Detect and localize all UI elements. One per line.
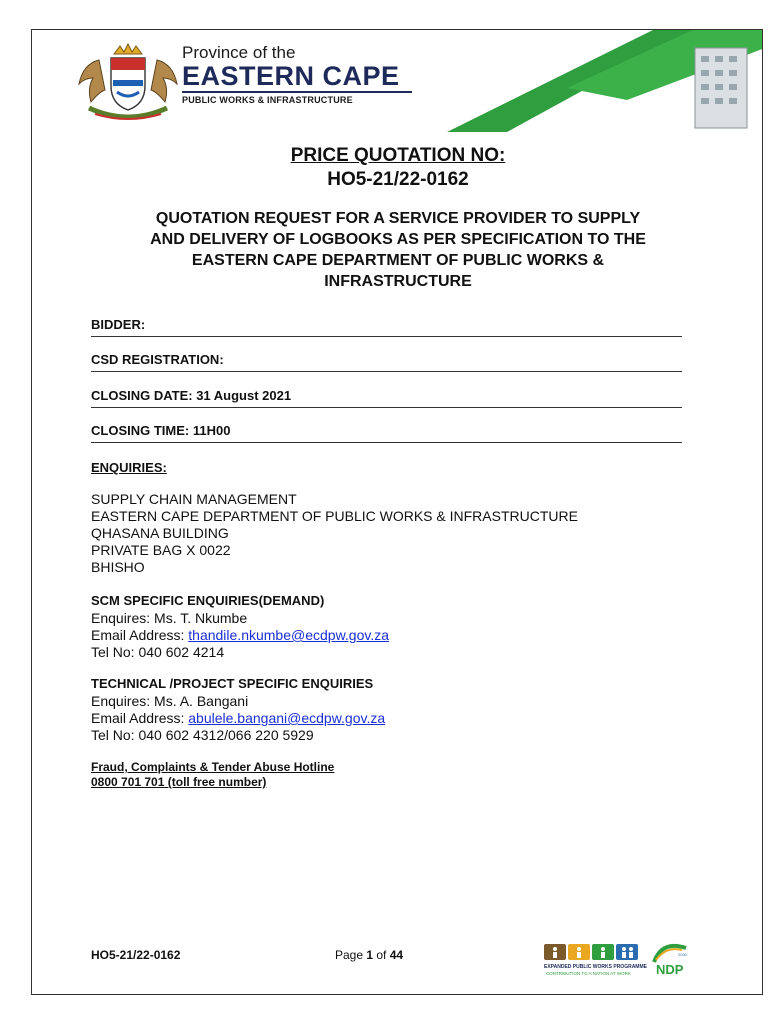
- scm-enquires: Enquires: Ms. T. Nkumbe: [91, 610, 248, 626]
- address-line: EASTERN CAPE DEPARTMENT OF PUBLIC WORKS & INFRASTRUCTURE: [91, 508, 578, 524]
- enquiries-address: [91, 491, 578, 576]
- hotline-number: 0800 701 701 (toll free number): [91, 775, 267, 789]
- request-line: INFRASTRUCTURE: [324, 273, 472, 290]
- fraud-hotline: [91, 760, 334, 790]
- page-total: 44: [389, 948, 404, 962]
- header-green-swoosh-graphic: [447, 29, 763, 132]
- technical-email-link[interactable]: abulele.bangani@ecdpw.gov.za: [188, 710, 386, 726]
- csd-registration-field: CSD REGISTRATION:: [91, 352, 682, 372]
- ndp-year: 2030: [678, 952, 687, 957]
- quotation-request-description: [92, 208, 704, 292]
- brand-block: [182, 44, 422, 105]
- hotline-title: Fraud, Complaints & Tender Abuse Hotline: [91, 760, 335, 774]
- coat-of-arms-logo: [69, 40, 187, 122]
- epwp-line2: CONTRIBUTION TO A NATION AT WORK: [546, 971, 631, 976]
- technical-tel: Tel No: 040 602 4312/066 220 5929: [91, 727, 314, 743]
- technical-contact-block: [91, 693, 385, 744]
- scm-tel: Tel No: 040 602 4214: [91, 644, 225, 660]
- request-line: AND DELIVERY OF LOGBOOKS AS PER SPECIFICATION TO THE: [150, 231, 646, 248]
- page-current: 1: [366, 948, 374, 962]
- scm-email-row: [91, 627, 389, 644]
- address-line: BHISHO: [91, 559, 145, 575]
- scm-contact-block: [91, 610, 389, 661]
- document-page: [31, 29, 763, 995]
- province-name: EASTERN CAPE: [182, 61, 400, 91]
- page-of: of: [373, 948, 390, 962]
- department-name: PUBLIC WORKS & INFRASTRUCTURE: [182, 95, 353, 105]
- epwp-line1: EXPANDED PUBLIC WORKS PROGRAMME: [544, 964, 647, 970]
- technical-email-row: [91, 710, 385, 727]
- scm-email-link[interactable]: thandile.nkumbe@ecdpw.gov.za: [188, 627, 390, 643]
- address-line: SUPPLY CHAIN MANAGEMENT: [91, 491, 297, 507]
- address-line: QHASANA BUILDING: [91, 525, 229, 541]
- footer-reference: HO5-21/22-0162: [91, 948, 181, 962]
- quotation-number: HO5-21/22-0162: [327, 169, 469, 190]
- page-number: [335, 948, 403, 962]
- closing-time-field: CLOSING TIME: 11H00: [91, 423, 682, 443]
- enquiries-heading: ENQUIRIES:: [91, 460, 167, 475]
- address-line: PRIVATE BAG X 0022: [91, 542, 231, 558]
- technical-email-label: Email Address:: [91, 710, 189, 726]
- epwp-ndp-logo: [544, 940, 694, 982]
- quotation-title: PRICE QUOTATION NO:: [290, 145, 506, 166]
- scm-email-label: Email Address:: [91, 627, 189, 643]
- ndp-text: NDP: [656, 962, 684, 977]
- request-line: EASTERN CAPE DEPARTMENT OF PUBLIC WORKS &: [191, 252, 605, 269]
- brand-divider: [182, 91, 412, 93]
- closing-date-field: CLOSING DATE: 31 August 2021: [91, 388, 682, 408]
- bidder-field: BIDDER:: [91, 317, 682, 337]
- province-line: Province of the: [182, 43, 296, 62]
- page-label: Page: [335, 948, 367, 962]
- technical-enquiries-heading: TECHNICAL /PROJECT SPECIFIC ENQUIRIES: [91, 676, 374, 691]
- scm-enquiries-heading: SCM SPECIFIC ENQUIRIES(DEMAND): [91, 593, 325, 608]
- request-line: QUOTATION REQUEST FOR A SERVICE PROVIDER TO SUPPLY: [155, 210, 641, 227]
- technical-enquires: Enquires: Ms. A. Bangani: [91, 693, 249, 709]
